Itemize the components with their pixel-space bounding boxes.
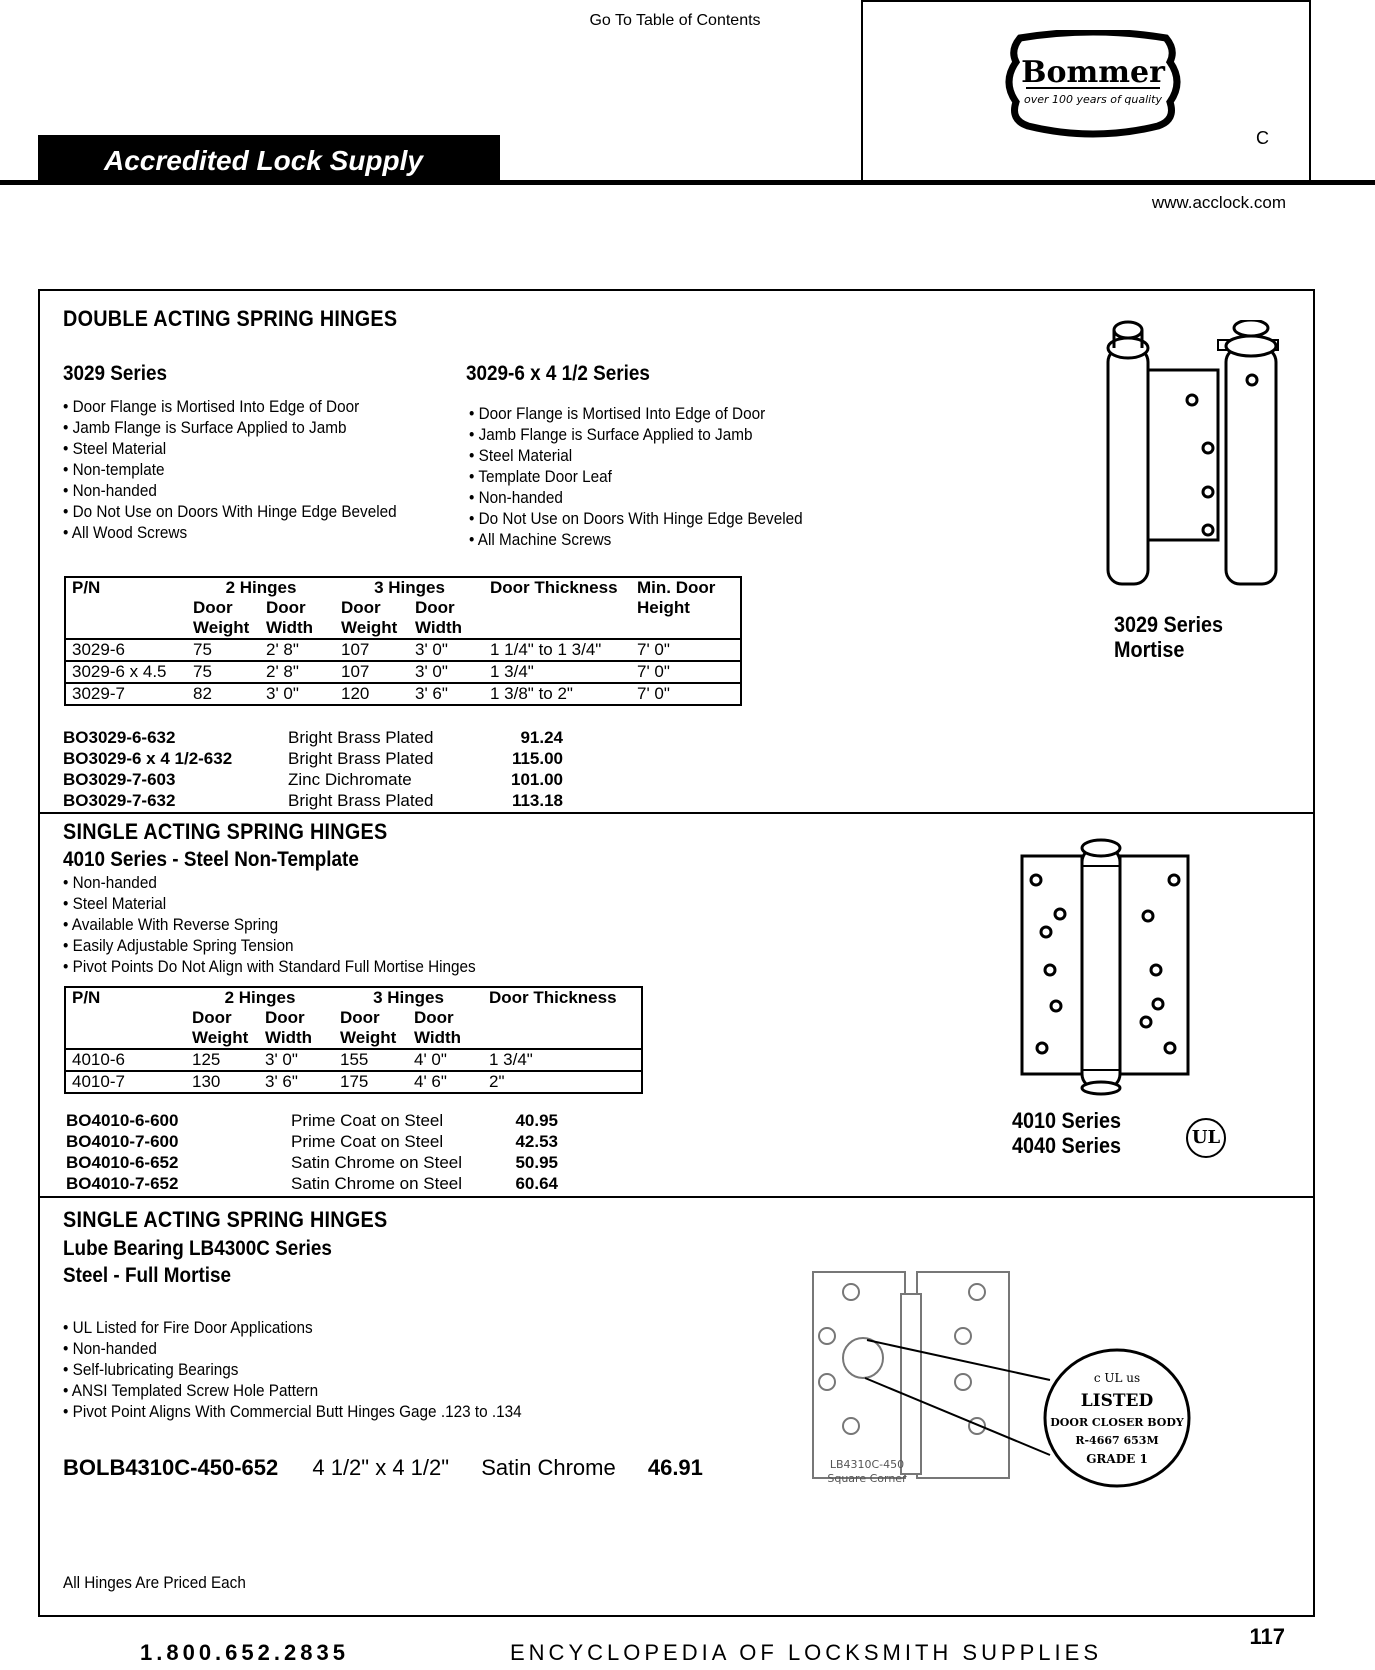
page-number: 117 — [1249, 1624, 1285, 1649]
image-label1: LB4310C-450 — [829, 1458, 905, 1471]
section-divider-2 — [38, 1196, 1315, 1198]
logo-name: Bommer — [1021, 55, 1165, 90]
price-row: BO3029-6 x 4 1/2-632 Bright Brass Plated 115.00 — [63, 749, 563, 768]
list-item: • Self-lubricating Bearings — [63, 1359, 522, 1380]
list-item: • Non-handed — [63, 872, 476, 893]
header-rule — [0, 180, 1375, 185]
price-list-3029 — [63, 727, 583, 811]
list-item: • Door Flange is Mortised Into Edge of Door — [63, 396, 397, 417]
seal-line1: LISTED — [1080, 1391, 1154, 1411]
section3-bullets — [63, 1317, 522, 1422]
col-header: 2 Hinges — [225, 578, 297, 597]
list-item: • Non-handed — [469, 487, 803, 508]
list-item: • Non-template — [63, 459, 397, 480]
section3-subtitle1: Lube Bearing LB4300C Series — [63, 1237, 332, 1260]
website-link[interactable]: www.acclock.com — [1151, 193, 1286, 212]
list-item: • ANSI Templated Screw Hole Pattern — [63, 1380, 522, 1401]
seal-line4: GRADE 1 — [1086, 1452, 1148, 1466]
col-header: Width — [415, 618, 463, 637]
price-row: BO4010-7-652 Satin Chrome on Steel 60.64 — [66, 1174, 558, 1193]
ul-icon: UL — [1186, 1118, 1226, 1158]
col-header: 3 Hinges — [373, 988, 444, 1007]
list-item: • Pivot Point Aligns With Commercial Butt Hinges Gage .123 to .134 — [63, 1401, 522, 1422]
logo-tagline: over 100 years of quality — [1023, 93, 1163, 106]
col-header: Door — [193, 598, 233, 617]
col-header: Door — [415, 598, 455, 617]
section3-subtitle2: Steel - Full Mortise — [63, 1264, 232, 1287]
seal-line3: R-4667 653M — [1075, 1434, 1159, 1447]
hinge-3029-image — [1100, 320, 1290, 600]
col-header: Width — [265, 1028, 313, 1047]
toc-link[interactable]: Go To Table of Contents — [589, 12, 761, 29]
pricing-note: All Hinges Are Priced Each — [63, 1573, 246, 1592]
list-item: • All Machine Screws — [469, 529, 803, 550]
section2-title: SINGLE ACTING SPRING HINGES — [63, 819, 388, 844]
bommer-logo — [998, 30, 1188, 140]
list-item: • Steel Material — [63, 438, 397, 459]
section1-col1-title: 3029 Series — [63, 362, 168, 385]
logo-letter: C — [1256, 128, 1269, 148]
company-banner: Accredited Lock Supply — [38, 135, 500, 182]
price-row: BO4010-6-600 Prime Coat on Steel 40.95 — [66, 1111, 558, 1130]
product-pn: BOLB4310C-450-652 — [63, 1455, 279, 1480]
table-row: 4010-7 130 3' 6" 175 4' 6" 2" — [65, 1071, 642, 1093]
section1-col2-title: 3029-6 x 4 1/2 Series — [466, 362, 650, 385]
price-list-4010 — [66, 1110, 586, 1194]
price-row: BO4010-6-652 Satin Chrome on Steel 50.95 — [66, 1153, 558, 1172]
col-header: Door — [192, 1008, 232, 1027]
list-item: • All Wood Screws — [63, 522, 397, 543]
list-item: • Do Not Use on Doors With Hinge Edge Beveled — [63, 501, 397, 522]
list-item: • Door Flange is Mortised Into Edge of Door — [469, 403, 803, 424]
price-row: BO3029-6-632 Bright Brass Plated 91.24 — [63, 728, 563, 747]
footer-phone: 1.800.652.2835 — [140, 1640, 349, 1665]
col-header: Door — [414, 1008, 454, 1027]
section3-title: SINGLE ACTING SPRING HINGES — [63, 1207, 388, 1232]
list-item: • Non-handed — [63, 1338, 522, 1359]
section2-subtitle: 4010 Series - Steel Non-Template — [63, 848, 359, 871]
section1-col1-bullets — [63, 396, 397, 543]
col-header: Min. Door — [637, 578, 716, 597]
list-item: • Template Door Leaf — [469, 466, 803, 487]
col-header: 2 Hinges — [224, 988, 296, 1007]
col-header: Door — [266, 598, 306, 617]
col-header: Weight — [192, 1028, 249, 1047]
list-item: • Steel Material — [469, 445, 803, 466]
list-item: • UL Listed for Fire Door Applications — [63, 1317, 522, 1338]
seal-top-text: c UL us — [1093, 1371, 1141, 1385]
spec-table-4010 — [64, 986, 643, 1094]
section1-title: DOUBLE ACTING SPRING HINGES — [63, 306, 398, 331]
product-size: 4 1/2" x 4 1/2" — [312, 1455, 450, 1480]
footer-title: ENCYCLOPEDIA OF LOCKSMITH SUPPLIES — [510, 1640, 1103, 1665]
col-header: Height — [637, 598, 690, 617]
list-item: • Pivot Points Do Not Align with Standard Full Mortise Hinges — [63, 956, 476, 977]
section-divider-1 — [38, 812, 1315, 814]
image-label2: Square Corner — [827, 1472, 907, 1485]
list-item: • Easily Adjustable Spring Tension — [63, 935, 476, 956]
product-price: 46.91 — [647, 1455, 703, 1480]
table-row: 3029-6 x 4.5 75 2' 8" 107 3' 0" 1 3/4" 7' 0" — [65, 661, 741, 683]
col-header: P/N — [72, 988, 101, 1007]
col-header: Door — [341, 598, 381, 617]
col-header: Width — [266, 618, 314, 637]
list-item: • Non-handed — [63, 480, 397, 501]
col-header: Door — [265, 1008, 305, 1027]
hinge-4010-caption: 4010 Series 4040 Series — [1012, 1108, 1121, 1158]
price-row: BO3029-7-603 Zinc Dichromate 101.00 — [63, 770, 563, 789]
price-row: BO3029-7-632 Bright Brass Plated 113.18 — [63, 791, 563, 810]
section2-bullets — [63, 872, 476, 977]
col-header: Door Thickness — [490, 578, 618, 597]
col-header: Weight — [340, 1028, 397, 1047]
list-item: • Jamb Flange is Surface Applied to Jamb — [63, 417, 397, 438]
hinge-4010-image — [1018, 836, 1196, 1096]
list-item: • Steel Material — [63, 893, 476, 914]
logo-box — [861, 0, 1311, 182]
lb4310-product-line — [63, 1455, 703, 1481]
list-item: • Do Not Use on Doors With Hinge Edge Beveled — [469, 508, 803, 529]
seal-line2: DOOR CLOSER BODY — [1050, 1416, 1184, 1429]
col-header: P/N — [72, 578, 101, 597]
hinge-lb4310-image — [805, 1270, 1205, 1525]
spec-table-3029 — [64, 576, 742, 706]
col-header: Door — [340, 1008, 380, 1027]
list-item: • Available With Reverse Spring — [63, 914, 476, 935]
table-row: 3029-7 82 3' 0" 120 3' 6" 1 3/8" to 2" 7' 0" — [65, 683, 741, 705]
col-header: Door Thickness — [489, 988, 617, 1007]
hinge-3029-caption: 3029 Series Mortise — [1114, 612, 1223, 662]
table-row: 3029-6 75 2' 8" 107 3' 0" 1 1/4" to 1 3/4" 7' 0" — [65, 639, 741, 661]
table-row: 4010-6 125 3' 0" 155 4' 0" 1 3/4" — [65, 1049, 642, 1071]
col-header: Width — [414, 1028, 462, 1047]
col-header: Weight — [341, 618, 398, 637]
price-row: BO4010-7-600 Prime Coat on Steel 42.53 — [66, 1132, 558, 1151]
col-header: Weight — [193, 618, 250, 637]
col-header: 3 Hinges — [374, 578, 445, 597]
product-finish: Satin Chrome — [481, 1455, 616, 1480]
section1-col2-bullets — [469, 403, 803, 550]
list-item: • Jamb Flange is Surface Applied to Jamb — [469, 424, 803, 445]
